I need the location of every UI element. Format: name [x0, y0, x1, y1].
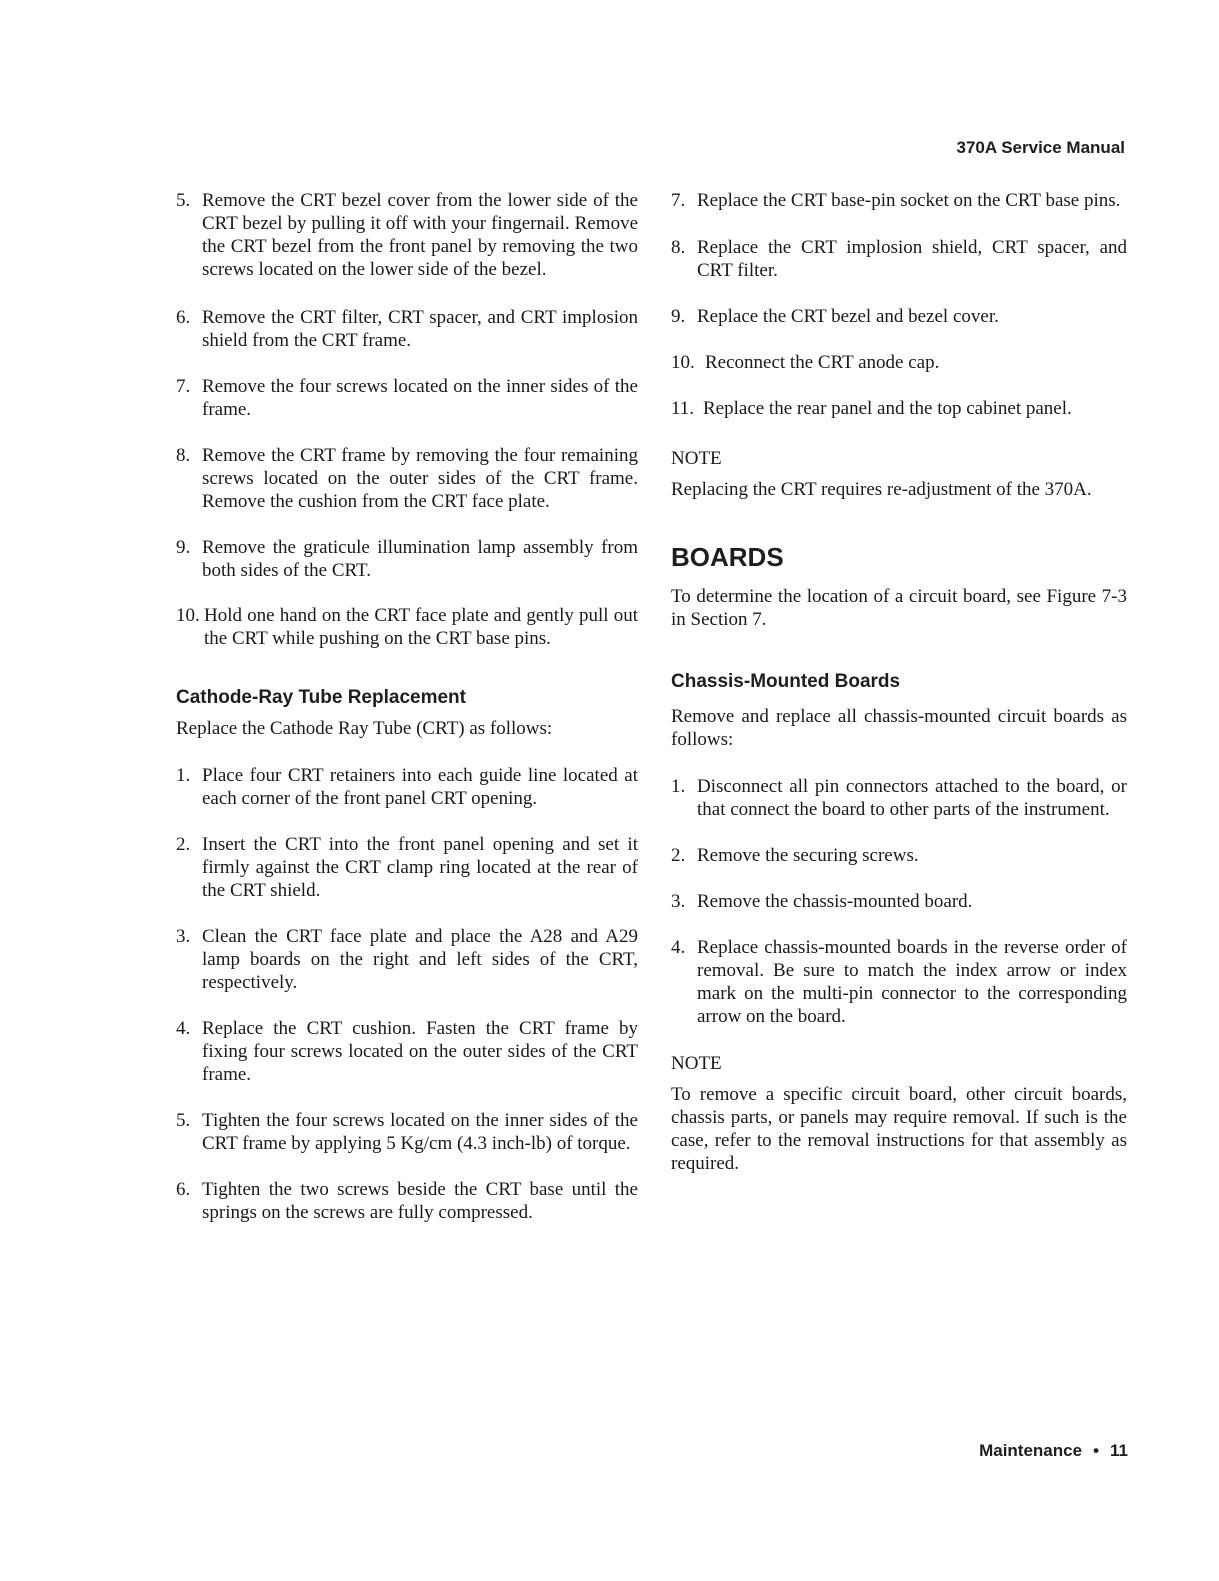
step-number: 7. — [671, 190, 686, 211]
note-label: NOTE — [671, 448, 722, 469]
note-text: To remove a specific circuit board, other circuit boards, chassis parts, or panels may require removal. If such is the case, refer to the removal instructions for that assembly as required. — [671, 1084, 1127, 1174]
step-text: Replace the CRT base-pin socket on the CRT base pins. — [697, 190, 1121, 211]
step-number: 5. — [176, 1110, 191, 1131]
replacement-step — [671, 397, 1127, 420]
crt-replacement-heading: Cathode-Ray Tube Replacement — [176, 687, 466, 708]
step-number: 1. — [176, 765, 191, 786]
step-text: Disconnect all pin connectors attached to the board, or that connect the board to other parts of the instrument. — [697, 776, 1127, 820]
chassis-boards-heading: Chassis-Mounted Boards — [671, 671, 901, 692]
replacement-step — [176, 925, 638, 994]
replacement-step — [176, 1178, 638, 1224]
step-text: Hold one hand on the CRT face plate and gently pull out the CRT while pushing on the CRT base pins. — [204, 605, 638, 649]
removal-step — [176, 306, 638, 352]
step-text: Place four CRT retainers into each guide line located at each corner of the front panel CRT opening. — [202, 765, 638, 809]
step-number: 2. — [176, 834, 191, 855]
step-text: Remove the four screws located on the inner sides of the frame. — [202, 376, 638, 420]
step-text: Replace the CRT cushion. Fasten the CRT frame by fixing four screws located on the outer sides of the CRT frame. — [202, 1018, 638, 1085]
step-number: 6. — [176, 307, 191, 328]
removal-step — [176, 375, 638, 421]
step-text: Replace chassis-mounted boards in the reverse order of removal. Be sure to match the index arrow or index mark on the multi-pin connector to the corresponding arrow on the board. — [697, 937, 1127, 1027]
removal-step — [176, 189, 638, 281]
crt-replacement-intro: Replace the Cathode Ray Tube (CRT) as follows: — [176, 718, 553, 739]
step-text: Remove the graticule illumination lamp assembly from both sides of the CRT. — [202, 537, 638, 581]
replacement-step — [176, 1017, 638, 1086]
page-number: 11 — [1110, 1441, 1128, 1460]
step-text: Tighten the four screws located on the inner sides of the CRT frame by applying 5 Kg/cm (4.3 inch-lb) of torque. — [202, 1110, 638, 1154]
chassis-step — [671, 890, 1127, 913]
step-text: Replace the CRT implosion shield, CRT spacer, and CRT filter. — [697, 237, 1127, 281]
step-number: 10. — [176, 605, 200, 626]
left-column — [176, 189, 638, 1224]
step-number: 4. — [176, 1018, 191, 1039]
step-number: 10. — [671, 352, 695, 373]
step-number: 6. — [176, 1179, 191, 1200]
step-number: 7. — [176, 376, 191, 397]
step-text: Remove the CRT frame by removing the four remaining screws located on the outer sides of the CRT frame. Remove the cushion from the CRT face plate. — [202, 445, 638, 512]
step-number: 5. — [176, 190, 191, 211]
chassis-step — [671, 936, 1127, 1028]
removal-step — [176, 444, 638, 513]
step-text: Insert the CRT into the front panel opening and set it firmly against the CRT clamp ring located at the rear of the CRT shield. — [202, 834, 638, 901]
footer-separator: • — [1093, 1441, 1100, 1460]
replacement-step — [671, 305, 1127, 328]
step-number: 8. — [176, 445, 191, 466]
replacement-step — [176, 833, 638, 902]
step-number: 9. — [176, 537, 191, 558]
running-header: 370A Service Manual — [956, 138, 1125, 157]
boards-intro: To determine the location of a circuit board, see Figure 7-3 in Section 7. — [671, 586, 1127, 630]
step-number: 3. — [176, 926, 191, 947]
step-text: Replace the CRT bezel and bezel cover. — [697, 306, 999, 327]
step-text: Replace the rear panel and the top cabinet panel. — [703, 398, 1072, 419]
removal-step — [176, 536, 638, 582]
step-number: 3. — [671, 891, 686, 912]
step-text: Clean the CRT face plate and place the A28 and A29 lamp boards on the right and left sides of the CRT, respectively. — [202, 926, 638, 993]
step-text: Tighten the two screws beside the CRT base until the springs on the screws are fully compressed. — [202, 1179, 638, 1223]
step-number: 9. — [671, 306, 686, 327]
step-text: Remove the CRT filter, CRT spacer, and CRT implosion shield from the CRT frame. — [202, 307, 638, 351]
note-text: Replacing the CRT requires re-adjustment of the 370A. — [671, 479, 1092, 500]
boards-heading: BOARDS — [671, 542, 784, 572]
step-text: Remove the chassis-mounted board. — [697, 891, 973, 912]
step-number: 8. — [671, 237, 686, 258]
page-footer — [979, 1441, 1128, 1461]
step-number: 1. — [671, 776, 686, 797]
step-text: Reconnect the CRT anode cap. — [705, 352, 940, 373]
step-number: 2. — [671, 845, 686, 866]
chassis-step — [671, 775, 1127, 821]
replacement-step — [176, 764, 638, 810]
replacement-step — [671, 189, 1127, 212]
footer-section: Maintenance — [979, 1441, 1083, 1460]
replacement-step — [671, 351, 1127, 374]
chassis-boards-intro: Remove and replace all chassis-mounted circuit boards as follows: — [671, 706, 1127, 750]
replacement-step — [671, 236, 1127, 282]
step-text: Remove the CRT bezel cover from the lower side of the CRT bezel by pulling it off with your fingernail. Remove the CRT bezel from the front panel by removing the two screws located on the lower side of the bezel. — [202, 190, 638, 280]
right-column — [671, 189, 1127, 1175]
note-label: NOTE — [671, 1053, 722, 1074]
chassis-step — [671, 844, 1127, 867]
step-number: 4. — [671, 937, 686, 958]
step-number: 11. — [671, 398, 695, 419]
step-text: Remove the securing screws. — [697, 845, 919, 866]
removal-step — [176, 604, 638, 650]
replacement-step — [176, 1109, 638, 1155]
